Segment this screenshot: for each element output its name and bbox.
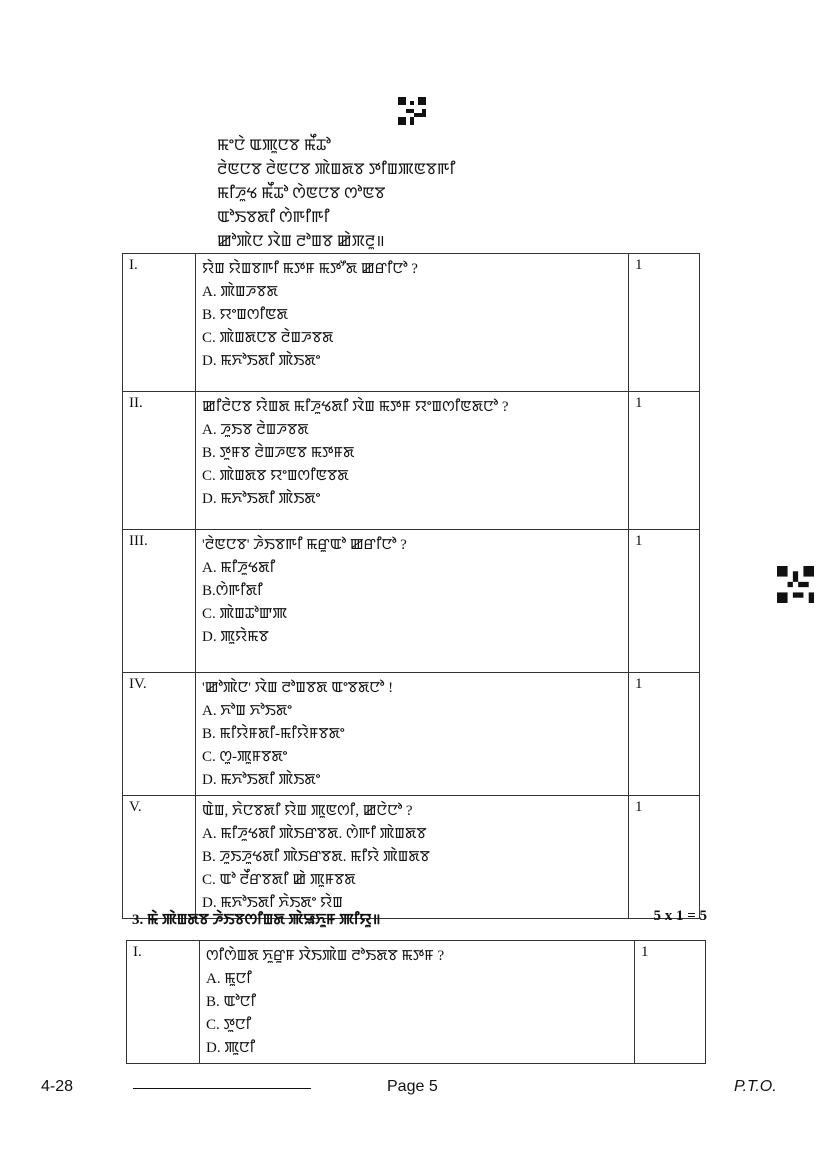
option-b: B. ꯇꯨꯝꯕ ꯂꯥꯡꯍꯟꯕ ꯃꯇꯝꯗ — [202, 445, 355, 461]
option-b: B. ꯑꯣꯅꯤ — [206, 994, 256, 1010]
question-row — [127, 941, 706, 1064]
option-b: B. ꯃꯤꯌꯥꯝꯗꯤ-ꯃꯤꯌꯥꯝꯕꯗꯦ — [202, 726, 345, 742]
pto-label: P.T.O. — [734, 1078, 777, 1095]
option-c: C. ꯑꯣ ꯂꯩꯔꯕꯗꯤ ꯀꯥ ꯄꯨꯝꯕꯗ — [202, 872, 356, 888]
question-number: I. — [127, 941, 200, 1064]
section-heading — [132, 908, 707, 929]
option-d: D. ꯃꯈꯣꯏꯗꯤ ꯄꯥꯏꯗꯦ — [202, 772, 321, 788]
question-table-a — [122, 253, 700, 919]
poem-line: ꯃꯦꯅꯥ ꯑꯄꯨꯅꯕ ꯃꯩꯊꯣ — [217, 137, 331, 154]
question-marks: 1 — [629, 254, 700, 392]
question-stem: ꯌꯥꯡ ꯌꯥꯡꯕꯒꯤ ꯃꯇꯝ ꯃꯇꯧꯗ ꯀꯔꯤꯅꯣ ? — [202, 261, 418, 277]
poem — [217, 134, 455, 254]
option-a: A. ꯈꯣꯡ ꯈꯣꯏꯗꯦ — [202, 703, 292, 719]
section-marks: 5 x 1 = 5 — [653, 908, 707, 924]
option-a: A. ꯃꯤꯍꯨꯠꯗꯤ ꯄꯥꯏꯔꯕꯗ. ꯁꯥꯒꯤ ꯄꯥꯡꯗꯕ — [202, 826, 427, 842]
question-body — [196, 392, 629, 530]
question-stem: ꯁꯤꯁꯥꯡꯗ ꯈꯨꯔꯨꯝ ꯋꯥꯏꯄꯥꯡ ꯂꯣꯏꯗꯕ ꯃꯇꯝ ? — [206, 948, 445, 964]
option-d: D. ꯃꯈꯣꯏꯗꯤ ꯈꯥꯏꯗꯦ ꯌꯥꯡ — [202, 895, 343, 911]
option-b: B. ꯌꯦꯡꯁꯤꯟꯗ — [202, 307, 288, 323]
question-row — [123, 254, 700, 392]
question-stem: ꯀꯤꯂꯥꯅꯕ ꯌꯥꯡꯗ ꯃꯤꯍꯨꯠꯗꯤ ꯋꯥꯡ ꯃꯇꯝ ꯌꯦꯡꯁꯤꯟꯗꯅꯣ ? — [202, 399, 509, 415]
question-body — [196, 530, 629, 673]
question-number: II. — [123, 392, 196, 530]
signature-line — [133, 1088, 311, 1089]
option-d: D. ꯃꯈꯣꯏꯗꯤ ꯄꯥꯏꯗꯦ — [202, 353, 321, 369]
question-stem: ꯑꯥꯡ, ꯈꯥꯅꯕꯗꯤ ꯌꯥꯡ ꯄꯨꯟꯁꯤ, ꯀꯅꯥꯅꯣ ? — [202, 803, 413, 819]
option-c: C. ꯄꯥꯡꯗꯅꯕ ꯂꯥꯡꯍꯕꯗ — [202, 330, 334, 346]
section-instruction: 3. ꯃꯥ ꯄꯥꯡꯗꯕ ꯍꯥꯏꯕꯁꯤꯡꯗ ꯄꯥꯎꯈꯨꯝ ꯄꯤꯌꯨ॥ — [132, 912, 381, 928]
option-d: D. ꯄꯨꯌꯥꯃꯕ — [202, 629, 269, 645]
question-marks: 1 — [635, 941, 706, 1064]
question-number: III. — [123, 530, 196, 673]
poem-line: ꯀꯣꯄꯥꯅ ꯋꯥꯡ ꯂꯣꯡꯕ ꯀꯥꯞꯂꯨ॥ — [217, 233, 385, 250]
qr-code-top — [398, 97, 426, 125]
poem-line: ꯂꯥꯟꯅꯕ ꯂꯥꯟꯅꯕ ꯄꯥꯡꯗꯕ ꯇꯤꯡꯄꯟꯕꯒꯤ — [217, 161, 456, 178]
question-body — [196, 254, 629, 392]
option-a: A. ꯃꯨꯅꯤ — [206, 971, 252, 987]
question-marks: 1 — [629, 796, 700, 919]
question-table-b — [126, 940, 706, 1064]
poem-line: ꯃꯤꯍꯨꯠ ꯃꯩꯊꯣ ꯁꯥꯟꯅꯕ ꯁꯣꯟꯕ — [217, 185, 386, 202]
option-a: A. ꯄꯥꯡꯍꯕꯗ — [202, 284, 278, 300]
question-body — [200, 941, 635, 1064]
question-stem: 'ꯂꯥꯟꯅꯕ' ꯍꯥꯏꯕꯒꯤ ꯃꯔꯨꯑꯣ ꯀꯔꯤꯅꯣ ? — [202, 537, 407, 553]
question-body — [196, 673, 629, 796]
option-d: D. ꯃꯈꯣꯏꯗꯤ ꯄꯥꯏꯗꯦ — [202, 491, 321, 507]
question-marks: 1 — [629, 392, 700, 530]
page-number: Page 5 — [387, 1078, 438, 1095]
qr-code-side — [777, 566, 814, 603]
paper-code: 4-28 — [41, 1078, 74, 1095]
question-stem: 'ꯀꯣꯄꯥꯅ' ꯋꯥꯡ ꯂꯣꯡꯕꯗ ꯑꯦꯕꯗꯅꯣ ! — [202, 680, 394, 696]
question-row — [123, 530, 700, 673]
question-row — [123, 392, 700, 530]
question-row — [123, 796, 700, 919]
question-number: I. — [123, 254, 196, 392]
question-marks: 1 — [629, 530, 700, 673]
option-c: C. ꯄꯥꯡꯗꯕ ꯌꯦꯡꯁꯤꯟꯕꯗ — [202, 468, 349, 484]
option-b: B.ꯁꯥꯒꯤꯗꯤ — [202, 583, 263, 599]
question-marks: 1 — [629, 673, 700, 796]
option-a: A. ꯃꯤꯍꯨꯠꯗꯤ — [202, 560, 276, 576]
question-number: V. — [123, 796, 196, 919]
poem-line: ꯑꯣꯏꯕꯗꯤ ꯁꯥꯒꯤꯒꯤ — [217, 209, 330, 226]
option-c: C. ꯄꯥꯡꯊꯣꯛꯄ — [202, 606, 288, 622]
option-d: D. ꯄꯨꯅꯤ — [206, 1040, 256, 1056]
question-row — [123, 673, 700, 796]
option-c: C. ꯁꯨ-ꯄꯨꯝꯕꯗꯦ — [202, 749, 288, 765]
option-a: A. ꯍꯨꯏꯕ ꯂꯥꯡꯍꯕꯗ — [202, 422, 309, 438]
question-number: IV. — [123, 673, 196, 796]
option-b: B. ꯍꯨꯏꯍꯨꯠꯗꯤ ꯄꯥꯏꯔꯕꯗ. ꯃꯤꯌꯥ ꯄꯥꯡꯗꯕ — [202, 849, 430, 865]
option-c: C. ꯇꯨꯅꯤ — [206, 1017, 252, 1033]
question-body — [196, 796, 629, 919]
